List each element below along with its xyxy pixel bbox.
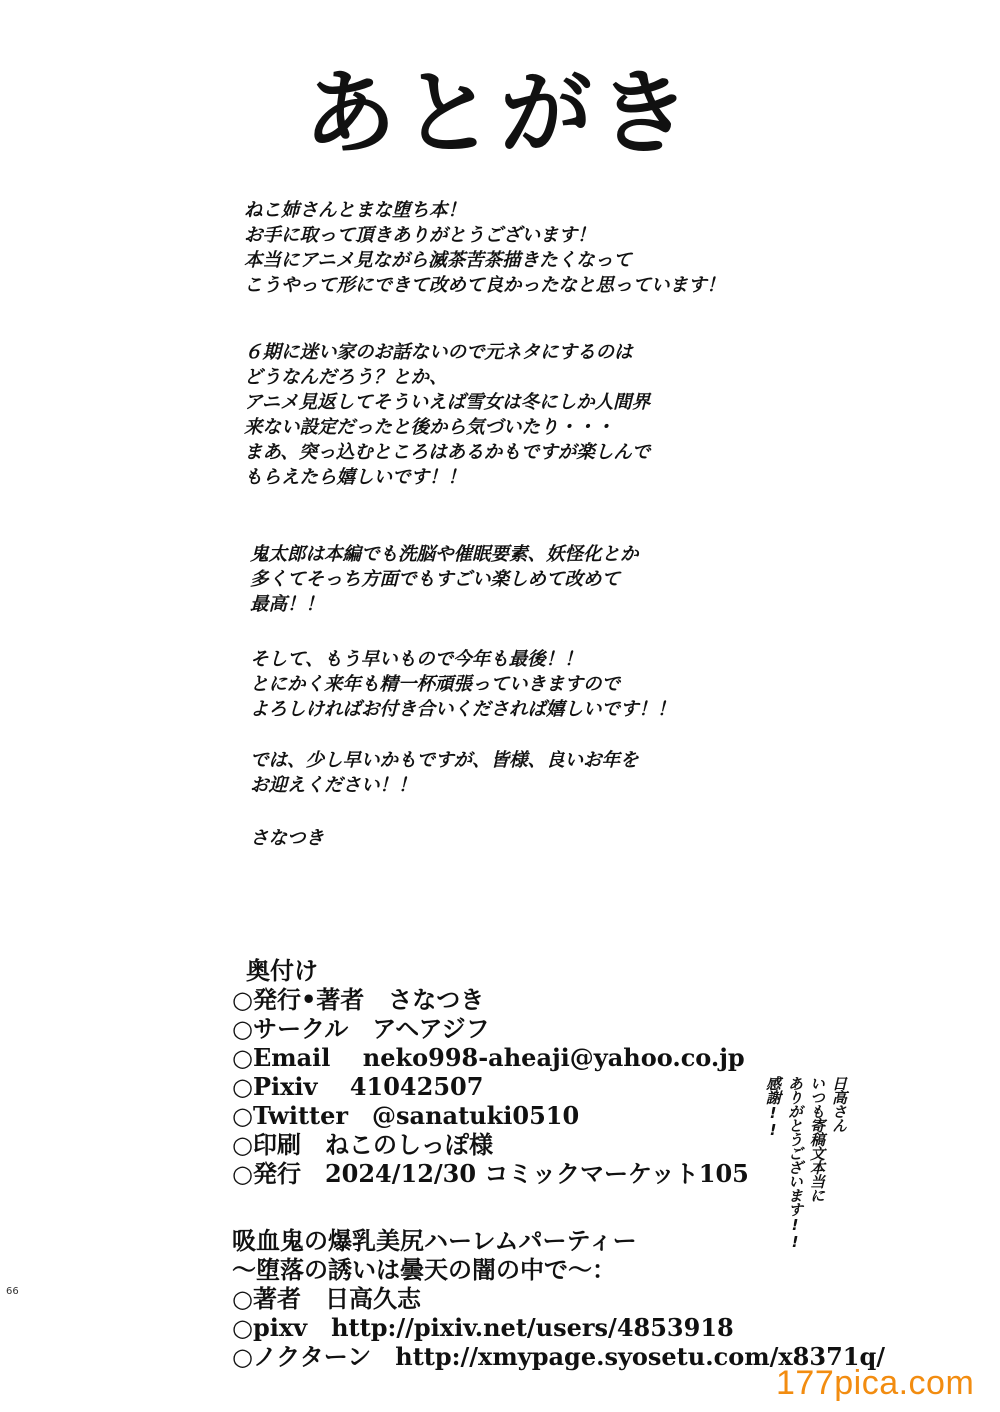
text-line: どうなんだろう？とか、 <box>244 367 448 388</box>
afterword-paragraph-4 <box>250 647 676 722</box>
colophon-line-publisher: ○発行•著者 さなつき <box>232 985 485 1014</box>
text-line: では、少し早いかもですが、皆様、良いお年を <box>250 750 639 771</box>
guest-work-subtitle: 〜堕落の誘いは曇天の闇の中で〜： <box>232 1255 616 1284</box>
guest-pixiv-line: ○pixv http://pixiv.net/users/4853918 <box>232 1313 734 1342</box>
text-line: こうやって形にできて改めて良かったなと思っています！ <box>244 275 726 296</box>
guest-nocturne-line: ○ノクターン http://xmypage.syosetu.com/x8371q/ <box>232 1342 886 1371</box>
guest-work-title: 吸血鬼の爆乳美尻ハーレムパーティー <box>232 1226 637 1255</box>
guest-author-line: ○著者 日高久志 <box>232 1284 421 1313</box>
afterword-paragraph-5 <box>250 748 639 798</box>
text-line: 本当にアニメ見ながら滅茶苦茶描きたくなって <box>244 250 632 271</box>
colophon-line-email: ○Email neko998-aheaji@yahoo.co.jp <box>232 1043 745 1072</box>
page-number: 66 <box>6 1286 19 1297</box>
site-watermark: 177pica.com <box>776 1364 975 1402</box>
text-line: よろしければお付き合いくだされば嬉しいです！！ <box>250 699 676 720</box>
text-line: 来ない設定だったと後から気づいたり・・・ <box>244 417 615 438</box>
text-line: さなつき <box>250 828 325 849</box>
text-line: ６期に迷い家のお話ないので元ネタにするのは <box>244 342 633 363</box>
text-line: そして、もう早いもので今年も最後！！ <box>250 649 583 670</box>
thanks-line: いつも寄稿文本当に <box>808 1076 826 1202</box>
author-signature <box>250 826 324 851</box>
afterword-paragraph-3 <box>250 542 639 617</box>
thanks-line: 感謝!! <box>764 1076 782 1138</box>
text-line: ねこ姉さんとまな堕ち本！ <box>244 200 467 221</box>
text-line: 鬼太郎は本編でも洗脳や催眠要素、妖怪化とか <box>250 544 639 565</box>
thanks-note <box>762 1076 850 1276</box>
afterword-paragraph-1 <box>244 198 725 298</box>
page-title: あとがき <box>303 60 696 167</box>
colophon-line-date: ○発行 2024/12/30 コミックマーケット105 <box>232 1159 749 1188</box>
colophon-line-printer: ○印刷 ねこのしっぽ様 <box>232 1130 493 1159</box>
colophon-heading: 奥付け <box>246 956 318 985</box>
thanks-line: ありがとうございます!! <box>786 1076 804 1250</box>
text-line: 最高！！ <box>250 594 325 615</box>
text-line: もらえたら嬉しいです！！ <box>244 467 467 488</box>
text-line: まあ、突っ込むところはあるかもですが楽しんで <box>244 442 651 463</box>
colophon-line-twitter: ○Twitter @sanatuki0510 <box>232 1101 580 1130</box>
afterword-paragraph-2 <box>244 340 650 490</box>
text-line: アニメ見返してそういえば雪女は冬にしか人間界 <box>244 392 651 413</box>
colophon-line-pixiv: ○Pixiv 41042507 <box>232 1072 484 1101</box>
text-line: とにかく来年も精一杯頑張っていきますので <box>250 674 621 695</box>
colophon <box>232 956 749 1188</box>
colophon-line-circle: ○サークル アヘアジフ <box>232 1014 490 1043</box>
text-line: お手に取って頂きありがとうございます！ <box>244 225 596 246</box>
text-line: 多くてそっち方面でもすごい楽しめて改めて <box>250 569 621 590</box>
text-line: お迎えください！！ <box>250 775 417 796</box>
thanks-line: 日高さん <box>830 1076 848 1132</box>
